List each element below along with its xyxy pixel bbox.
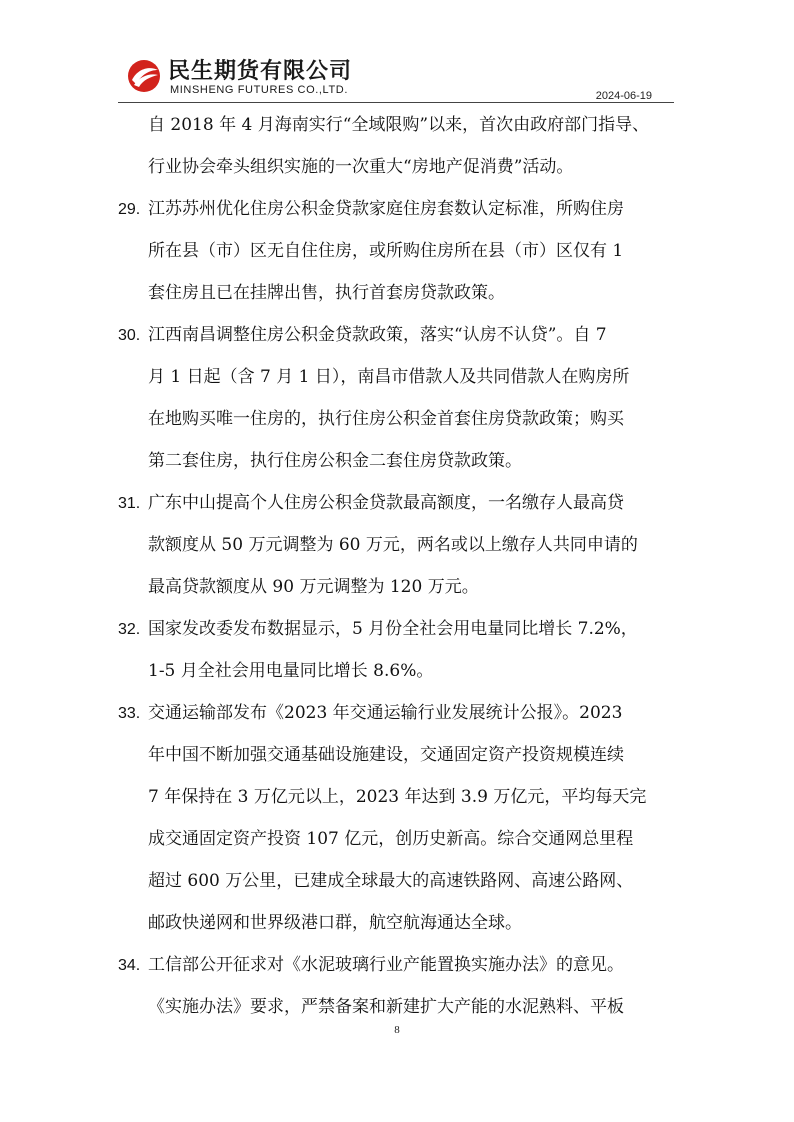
- document-body: [118, 104, 674, 1028]
- paragraph-line: 行业协会牵头组织实施的一次重大“房地产促消费”活动。: [148, 157, 574, 177]
- paragraph-line: 1-5 月全社会用电量同比增长 8.6%。: [148, 661, 434, 681]
- list-item-32: [118, 608, 674, 650]
- item-number: 32.: [118, 621, 141, 638]
- list-item-33: [118, 692, 674, 734]
- company-name-en: MINSHENG FUTURES CO.,LTD.: [170, 84, 348, 96]
- paragraph-line: 款额度从 50 万元调整为 60 万元，两名或以上缴存人共同申请的: [148, 535, 638, 555]
- page-number: 8: [394, 1024, 400, 1036]
- paragraph-line: 月 1 日起（含 7 月 1 日），南昌市借款人及共同借款人在购房所: [148, 367, 630, 387]
- paragraph-line: 自 2018 年 4 月海南实行“全域限购”以来，首次由政府部门指导、: [148, 115, 650, 135]
- paragraph-line: 第二套住房，执行住房公积金二套住房贷款政策。: [148, 451, 522, 471]
- minsheng-futures-logo-icon: [126, 58, 162, 94]
- list-item-31: [118, 482, 674, 524]
- paragraph-line: 邮政快递网和世界级港口群，航空航海通达全球。: [148, 913, 522, 933]
- paragraph-line: 所在县（市）区无自住住房，或所购住房所在县（市）区仅有 1: [148, 241, 624, 261]
- page-header: [118, 54, 674, 104]
- item-text: 交通运输部发布《2023 年交通运输行业发展统计公报》。2023: [148, 703, 623, 723]
- item-number: 30.: [118, 327, 141, 344]
- paragraph-line: 最高贷款额度从 90 万元调整为 120 万元。: [148, 577, 479, 597]
- item-text: 广东中山提高个人住房公积金贷款最高额度，一名缴存人最高贷: [148, 493, 624, 513]
- list-item-29: [118, 188, 674, 230]
- item-number: 33.: [118, 705, 141, 722]
- header-divider: [118, 102, 674, 103]
- paragraph-line: 年中国不断加强交通基础设施建设，交通固定资产投资规模连续: [148, 745, 624, 765]
- list-item-34: [118, 944, 674, 986]
- item-number: 29.: [118, 201, 141, 218]
- paragraph-line: 《实施办法》要求，严禁备案和新建扩大产能的水泥熟料、平板: [148, 997, 624, 1017]
- paragraph-line: 套住房且已在挂牌出售，执行首套房贷款政策。: [148, 283, 505, 303]
- list-item-30: [118, 314, 674, 356]
- report-date: 2024-06-19: [595, 90, 652, 102]
- paragraph-line: 超过 600 万公里，已建成全球最大的高速铁路网、高速公路网、: [148, 871, 634, 891]
- item-text: 江西南昌调整住房公积金贷款政策，落实“认房不认贷”。自 7: [148, 325, 607, 345]
- item-number: 31.: [118, 495, 141, 512]
- paragraph-line: 7 年保持在 3 万亿元以上，2023 年达到 3.9 万亿元，平均每天完: [148, 787, 647, 807]
- item-number: 34.: [118, 957, 141, 974]
- item-text: 江苏苏州优化住房公积金贷款家庭住房套数认定标准，所购住房: [148, 199, 624, 219]
- item-text: 工信部公开征求对《水泥玻璃行业产能置换实施办法》的意见。: [148, 955, 624, 975]
- paragraph-line: 成交通固定资产投资 107 亿元，创历史新高。综合交通网总里程: [148, 829, 634, 849]
- company-name-cn: 民生期货有限公司: [168, 59, 353, 84]
- item-text: 国家发改委发布数据显示，5 月份全社会用电量同比增长 7.2%，: [148, 619, 638, 639]
- paragraph-line: 在地购买唯一住房的，执行住房公积金首套住房贷款政策；购买: [148, 409, 624, 429]
